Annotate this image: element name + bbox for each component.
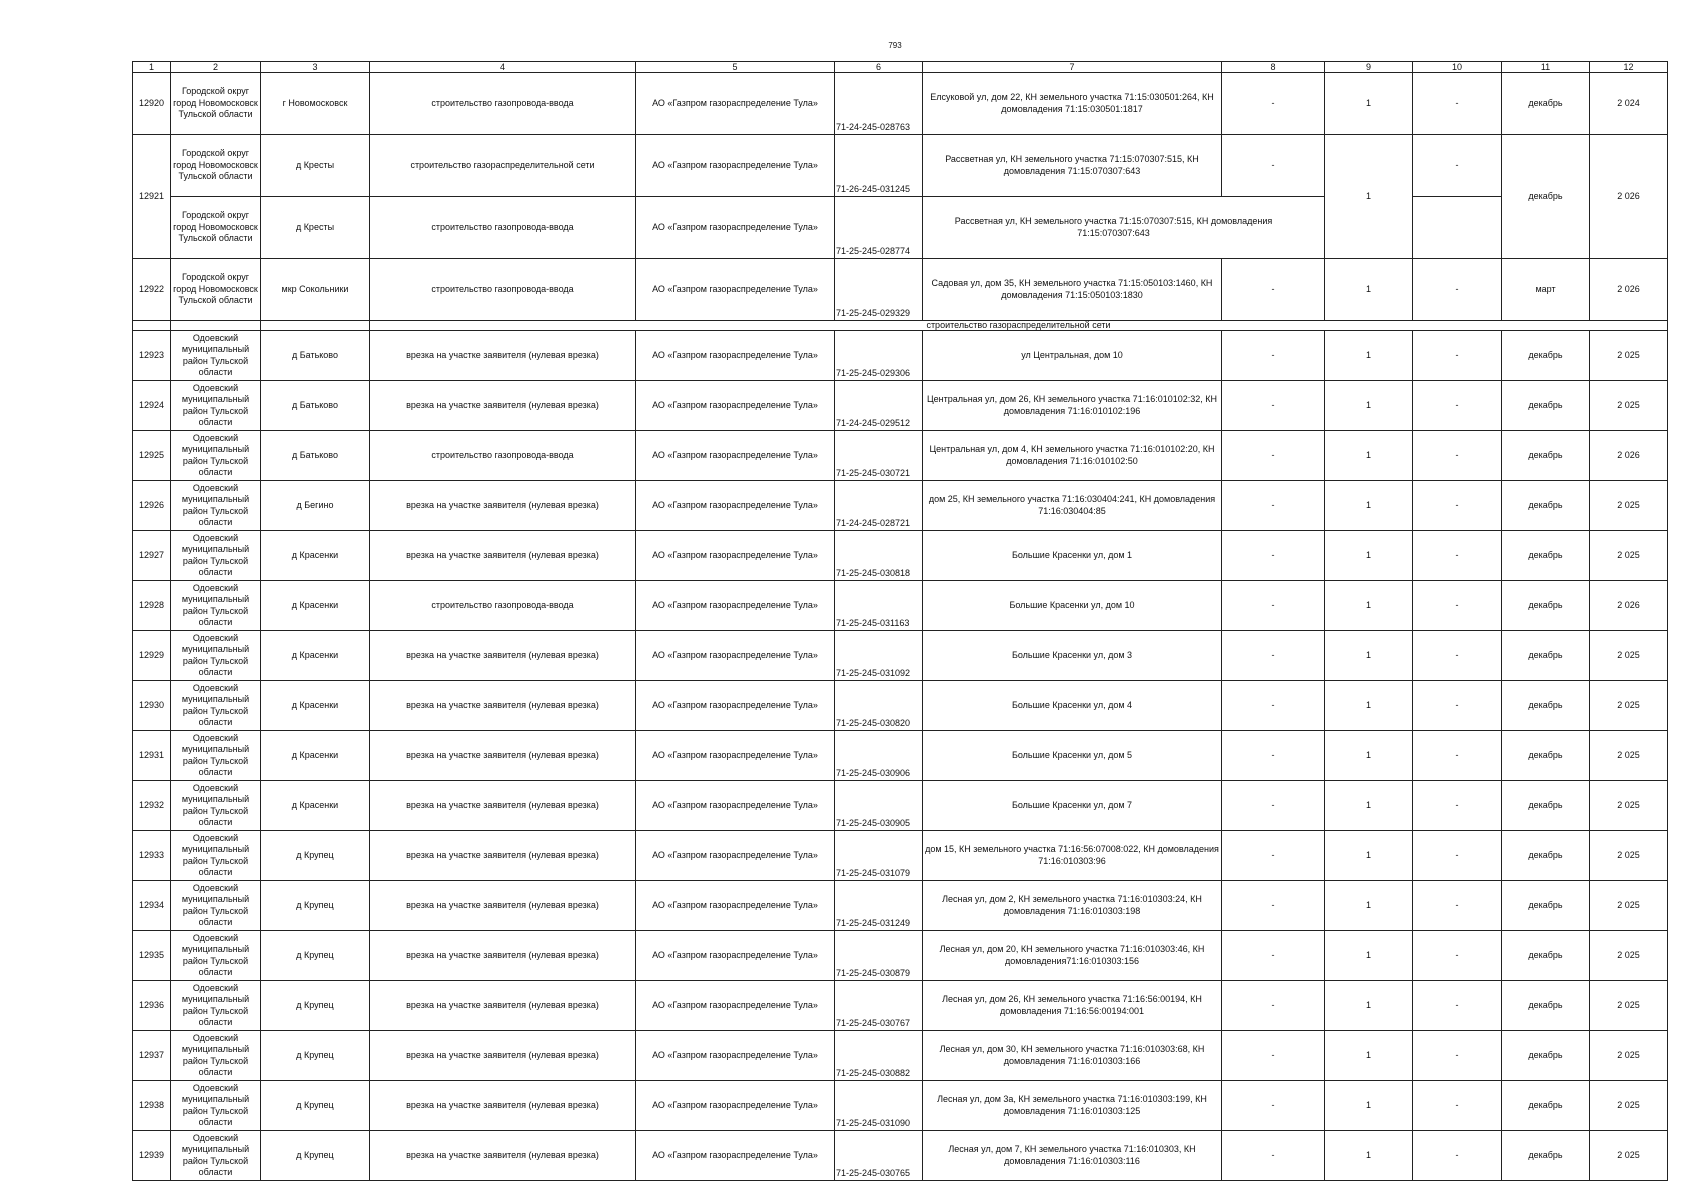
organization: АО «Газпром газораспределение Тула»	[636, 259, 835, 321]
address: Рассветная ул, КН земельного участка 71:15:070307:515, КН домовладения 71:15:070307:643	[923, 135, 1222, 197]
col-10	[1413, 197, 1502, 259]
work-type: строительство газопровода-ввода	[370, 197, 636, 259]
col-8: -	[1222, 431, 1325, 481]
col-8: -	[1222, 531, 1325, 581]
row-id: 12926	[133, 481, 171, 531]
col-10: -	[1413, 1131, 1502, 1181]
table-row	[133, 331, 1668, 381]
work-type: врезка на участке заявителя (нулевая врезка)	[370, 381, 636, 431]
col-10: -	[1413, 259, 1502, 321]
year: 2 025	[1590, 981, 1668, 1031]
col-9: 1	[1325, 1131, 1413, 1181]
work-type: строительство газопровода-ввода	[370, 259, 636, 321]
col-10: -	[1413, 381, 1502, 431]
municipality: Городской округ город Новомосковск Тульской области	[171, 197, 261, 259]
column-header: 3	[261, 62, 370, 73]
organization: АО «Газпром газораспределение Тула»	[636, 381, 835, 431]
settlement: д Крупец	[261, 1081, 370, 1131]
col-9: 1	[1325, 981, 1413, 1031]
work-type: врезка на участке заявителя (нулевая врезка)	[370, 1081, 636, 1131]
col-9: 1	[1325, 73, 1413, 135]
col-8: -	[1222, 1031, 1325, 1081]
year: 2 025	[1590, 1031, 1668, 1081]
organization: АО «Газпром газораспределение Тула»	[636, 135, 835, 197]
settlement: д Красенки	[261, 731, 370, 781]
address: Лесная ул, дом 3а, КН земельного участка 71:16:010303:199, КН домовладения 71:16:010303:125	[923, 1081, 1222, 1131]
settlement: д Батьково	[261, 431, 370, 481]
application-number: 71-25-245-030820	[835, 681, 923, 731]
column-header: 8	[1222, 62, 1325, 73]
year: 2 025	[1590, 381, 1668, 431]
col-10: -	[1413, 531, 1502, 581]
address: Лесная ул, дом 7, КН земельного участка 71:16:010303, КН домовладения 71:16:010303:116	[923, 1131, 1222, 1181]
month: декабрь	[1502, 331, 1590, 381]
municipality: Одоевский муниципальный район Тульской области	[171, 1081, 261, 1131]
address: ул Центральная, дом 10	[923, 331, 1222, 381]
application-number: 71-25-245-030818	[835, 531, 923, 581]
settlement: д Батьково	[261, 381, 370, 431]
col-9: 1	[1325, 781, 1413, 831]
column-header: 1	[133, 62, 171, 73]
col-8: -	[1222, 259, 1325, 321]
year: 2 026	[1590, 431, 1668, 481]
application-number: 71-25-245-030905	[835, 781, 923, 831]
row-id: 12937	[133, 1031, 171, 1081]
address: дом 15, КН земельного участка 71:16:56:07008:022, КН домовладения 71:16:010303:96	[923, 831, 1222, 881]
col-10: -	[1413, 831, 1502, 881]
page-number: 793	[888, 41, 902, 50]
col-8: -	[1222, 681, 1325, 731]
col-10: -	[1413, 581, 1502, 631]
col-10: -	[1413, 331, 1502, 381]
col-10: -	[1413, 73, 1502, 135]
col-10: -	[1413, 481, 1502, 531]
year: 2 025	[1590, 631, 1668, 681]
work-type: врезка на участке заявителя (нулевая врезка)	[370, 981, 636, 1031]
column-header: 6	[835, 62, 923, 73]
municipality: Одоевский муниципальный район Тульской области	[171, 581, 261, 631]
address: Большие Красенки ул, дом 5	[923, 731, 1222, 781]
municipality: Одоевский муниципальный район Тульской области	[171, 631, 261, 681]
organization: АО «Газпром газораспределение Тула»	[636, 881, 835, 931]
organization: АО «Газпром газораспределение Тула»	[636, 331, 835, 381]
municipality: Городской округ город Новомосковск Тульской области	[171, 73, 261, 135]
organization: АО «Газпром газораспределение Тула»	[636, 1081, 835, 1131]
organization: АО «Газпром газораспределение Тула»	[636, 197, 835, 259]
application-number: 71-24-245-028721	[835, 481, 923, 531]
col-10: -	[1413, 1081, 1502, 1131]
organization: АО «Газпром газораспределение Тула»	[636, 781, 835, 831]
organization: АО «Газпром газораспределение Тула»	[636, 631, 835, 681]
year: 2 025	[1590, 881, 1668, 931]
col-8: -	[1222, 831, 1325, 881]
application-number: 71-25-245-030721	[835, 431, 923, 481]
section-row	[133, 321, 1668, 331]
settlement: мкр Сокольники	[261, 259, 370, 321]
month: декабрь	[1502, 135, 1590, 259]
col-8: -	[1222, 481, 1325, 531]
municipality: Одоевский муниципальный район Тульской области	[171, 1131, 261, 1181]
col-8: -	[1222, 981, 1325, 1031]
application-number: 71-25-245-031092	[835, 631, 923, 681]
section-cell	[261, 321, 370, 331]
row-id: 12924	[133, 381, 171, 431]
table-row	[133, 135, 1668, 197]
table-row	[133, 831, 1668, 881]
month: декабрь	[1502, 1031, 1590, 1081]
column-header-row	[133, 62, 1668, 73]
col-10: -	[1413, 981, 1502, 1031]
table-row	[133, 531, 1668, 581]
month: декабрь	[1502, 681, 1590, 731]
year: 2 026	[1590, 135, 1668, 259]
municipality: Одоевский муниципальный район Тульской области	[171, 981, 261, 1031]
section-cell	[171, 321, 261, 331]
work-type: врезка на участке заявителя (нулевая врезка)	[370, 831, 636, 881]
section-cell	[133, 321, 171, 331]
col-8: -	[1222, 381, 1325, 431]
month: декабрь	[1502, 431, 1590, 481]
table-row	[133, 381, 1668, 431]
application-number: 71-25-245-029306	[835, 331, 923, 381]
work-type: врезка на участке заявителя (нулевая врезка)	[370, 881, 636, 931]
table-row	[133, 631, 1668, 681]
organization: АО «Газпром газораспределение Тула»	[636, 981, 835, 1031]
organization: АО «Газпром газораспределение Тула»	[636, 1131, 835, 1181]
year: 2 025	[1590, 1131, 1668, 1181]
column-header: 12	[1590, 62, 1668, 73]
row-id: 12920	[133, 73, 171, 135]
work-type: врезка на участке заявителя (нулевая врезка)	[370, 531, 636, 581]
settlement: д Батьково	[261, 331, 370, 381]
municipality: Одоевский муниципальный район Тульской области	[171, 331, 261, 381]
column-header: 11	[1502, 62, 1590, 73]
column-header: 2	[171, 62, 261, 73]
col-9: 1	[1325, 1081, 1413, 1131]
address: Центральная ул, дом 26, КН земельного участка 71:16:010102:32, КН домовладения 71:16:010102:196	[923, 381, 1222, 431]
municipality: Одоевский муниципальный район Тульской области	[171, 381, 261, 431]
row-id: 12935	[133, 931, 171, 981]
table-row	[133, 431, 1668, 481]
municipality: Городской округ город Новомосковск Тульской области	[171, 135, 261, 197]
col-8: -	[1222, 931, 1325, 981]
col-8: -	[1222, 881, 1325, 931]
year: 2 025	[1590, 831, 1668, 881]
row-id: 12922	[133, 259, 171, 321]
work-type: строительство газопровода-ввода	[370, 581, 636, 631]
table-row	[133, 197, 1668, 259]
row-id: 12929	[133, 631, 171, 681]
month: декабрь	[1502, 731, 1590, 781]
month: декабрь	[1502, 881, 1590, 931]
column-header: 10	[1413, 62, 1502, 73]
address: Большие Красенки ул, дом 3	[923, 631, 1222, 681]
municipality: Одоевский муниципальный район Тульской области	[171, 831, 261, 881]
table-row	[133, 781, 1668, 831]
work-type: врезка на участке заявителя (нулевая врезка)	[370, 631, 636, 681]
table-row	[133, 259, 1668, 321]
col-9: 1	[1325, 881, 1413, 931]
row-id: 12936	[133, 981, 171, 1031]
row-id: 12938	[133, 1081, 171, 1131]
organization: АО «Газпром газораспределение Тула»	[636, 681, 835, 731]
col-9: 1	[1325, 481, 1413, 531]
column-header: 5	[636, 62, 835, 73]
col-10: -	[1413, 681, 1502, 731]
address: Садовая ул, дом 35, КН земельного участка 71:15:050103:1460, КН домовладения 71:15:050103:1830	[923, 259, 1222, 321]
address: Большие Красенки ул, дом 1	[923, 531, 1222, 581]
work-type: врезка на участке заявителя (нулевая врезка)	[370, 481, 636, 531]
work-type: врезка на участке заявителя (нулевая врезка)	[370, 731, 636, 781]
col-9: 1	[1325, 681, 1413, 731]
row-id: 12931	[133, 731, 171, 781]
application-number: 71-25-245-028774	[835, 197, 923, 259]
table-row	[133, 681, 1668, 731]
row-id: 12932	[133, 781, 171, 831]
application-number: 71-24-245-029512	[835, 381, 923, 431]
month: декабрь	[1502, 381, 1590, 431]
col-10: -	[1413, 781, 1502, 831]
settlement: д Кресты	[261, 197, 370, 259]
month: декабрь	[1502, 831, 1590, 881]
table-row	[133, 731, 1668, 781]
application-number: 71-25-245-031079	[835, 831, 923, 881]
section-header: строительство газораспределительной сети	[370, 321, 1668, 331]
address: Лесная ул, дом 30, КН земельного участка 71:16:010303:68, КН домовладения 71:16:010303:166	[923, 1031, 1222, 1081]
col-8: -	[1222, 781, 1325, 831]
address: Центральная ул, дом 4, КН земельного участка 71:16:010102:20, КН домовладения 71:16:010102:50	[923, 431, 1222, 481]
settlement: д Крупец	[261, 931, 370, 981]
register-table	[132, 61, 1668, 1181]
month: декабрь	[1502, 781, 1590, 831]
work-type: строительство газопровода-ввода	[370, 73, 636, 135]
application-number: 71-25-245-031090	[835, 1081, 923, 1131]
year: 2 025	[1590, 1081, 1668, 1131]
month: декабрь	[1502, 73, 1590, 135]
settlement: д Крупец	[261, 981, 370, 1031]
col-9: 1	[1325, 431, 1413, 481]
municipality: Одоевский муниципальный район Тульской области	[171, 681, 261, 731]
settlement: д Кресты	[261, 135, 370, 197]
month: декабрь	[1502, 1131, 1590, 1181]
application-number: 71-24-245-028763	[835, 73, 923, 135]
row-id: 12923	[133, 331, 171, 381]
settlement: д Красенки	[261, 531, 370, 581]
month: декабрь	[1502, 581, 1590, 631]
year: 2 025	[1590, 531, 1668, 581]
application-number: 71-25-245-031249	[835, 881, 923, 931]
table-row	[133, 981, 1668, 1031]
col-9: 1	[1325, 931, 1413, 981]
organization: АО «Газпром газораспределение Тула»	[636, 1031, 835, 1081]
address: Большие Красенки ул, дом 10	[923, 581, 1222, 631]
settlement: д Бегино	[261, 481, 370, 531]
col-8: -	[1222, 731, 1325, 781]
col-10: -	[1413, 631, 1502, 681]
work-type: врезка на участке заявителя (нулевая врезка)	[370, 681, 636, 731]
col-9: 1	[1325, 631, 1413, 681]
col-8: -	[1222, 73, 1325, 135]
organization: АО «Газпром газораспределение Тула»	[636, 531, 835, 581]
settlement: д Красенки	[261, 681, 370, 731]
organization: АО «Газпром газораспределение Тула»	[636, 931, 835, 981]
col-10: -	[1413, 931, 1502, 981]
year: 2 025	[1590, 731, 1668, 781]
year: 2 026	[1590, 259, 1668, 321]
row-id: 12933	[133, 831, 171, 881]
col-9: 1	[1325, 731, 1413, 781]
settlement: д Красенки	[261, 631, 370, 681]
col-9: 1	[1325, 331, 1413, 381]
col-10: -	[1413, 731, 1502, 781]
table-row	[133, 881, 1668, 931]
address: Лесная ул, дом 20, КН земельного участка 71:16:010303:46, КН домовладения71:16:010303:156	[923, 931, 1222, 981]
municipality: Городской округ город Новомосковск Тульской области	[171, 259, 261, 321]
year: 2 025	[1590, 931, 1668, 981]
year: 2 025	[1590, 481, 1668, 531]
settlement: д Красенки	[261, 781, 370, 831]
col-9: 1	[1325, 381, 1413, 431]
settlement: д Крупец	[261, 881, 370, 931]
month: декабрь	[1502, 481, 1590, 531]
table-row	[133, 931, 1668, 981]
municipality: Одоевский муниципальный район Тульской области	[171, 931, 261, 981]
organization: АО «Газпром газораспределение Тула»	[636, 731, 835, 781]
row-id: 12928	[133, 581, 171, 631]
application-number: 71-25-245-031163	[835, 581, 923, 631]
col-9: 1	[1325, 531, 1413, 581]
application-number: 71-25-245-030906	[835, 731, 923, 781]
col-9: 1	[1325, 831, 1413, 881]
row-id: 12934	[133, 881, 171, 931]
col-8: -	[1222, 1081, 1325, 1131]
col-9: 1	[1325, 259, 1413, 321]
work-type: врезка на участке заявителя (нулевая врезка)	[370, 781, 636, 831]
col-8: -	[1222, 135, 1325, 197]
address: Лесная ул, дом 26, КН земельного участка 71:16:56:00194, КН домовладения 71:16:56:00194:001	[923, 981, 1222, 1031]
municipality: Одоевский муниципальный район Тульской области	[171, 531, 261, 581]
col-10: -	[1413, 135, 1502, 197]
municipality: Одоевский муниципальный район Тульской области	[171, 731, 261, 781]
col-8: -	[1222, 581, 1325, 631]
municipality: Одоевский муниципальный район Тульской области	[171, 481, 261, 531]
organization: АО «Газпром газораспределение Тула»	[636, 581, 835, 631]
table-row	[133, 581, 1668, 631]
year: 2 024	[1590, 73, 1668, 135]
column-header: 9	[1325, 62, 1413, 73]
table-row	[133, 1031, 1668, 1081]
application-number: 71-25-245-030767	[835, 981, 923, 1031]
work-type: строительство газораспределительной сети	[370, 135, 636, 197]
application-number: 71-25-245-030765	[835, 1131, 923, 1181]
month: декабрь	[1502, 981, 1590, 1031]
address: Рассветная ул, КН земельного участка 71:15:070307:515, КН домовладения 71:15:070307:643	[923, 197, 1325, 259]
month: декабрь	[1502, 631, 1590, 681]
row-id: 12939	[133, 1131, 171, 1181]
col-10: -	[1413, 431, 1502, 481]
address: Большие Красенки ул, дом 4	[923, 681, 1222, 731]
row-id: 12925	[133, 431, 171, 481]
municipality: Одоевский муниципальный район Тульской области	[171, 881, 261, 931]
month: март	[1502, 259, 1590, 321]
year: 2 025	[1590, 781, 1668, 831]
row-id: 12930	[133, 681, 171, 731]
organization: АО «Газпром газораспределение Тула»	[636, 431, 835, 481]
organization: АО «Газпром газораспределение Тула»	[636, 481, 835, 531]
application-number: 71-25-245-030879	[835, 931, 923, 981]
column-header: 7	[923, 62, 1222, 73]
work-type: врезка на участке заявителя (нулевая врезка)	[370, 331, 636, 381]
work-type: строительство газопровода-ввода	[370, 431, 636, 481]
month: декабрь	[1502, 931, 1590, 981]
row-id: 12927	[133, 531, 171, 581]
application-number: 71-26-245-031245	[835, 135, 923, 197]
address: дом 25, КН земельного участка 71:16:030404:241, КН домовладения 71:16:030404:85	[923, 481, 1222, 531]
address: Лесная ул, дом 2, КН земельного участка 71:16:010303:24, КН домовладения 71:16:010303:198	[923, 881, 1222, 931]
year: 2 026	[1590, 581, 1668, 631]
municipality: Одоевский муниципальный район Тульской области	[171, 1031, 261, 1081]
organization: АО «Газпром газораспределение Тула»	[636, 73, 835, 135]
settlement: г Новомосковск	[261, 73, 370, 135]
municipality: Одоевский муниципальный район Тульской области	[171, 781, 261, 831]
organization: АО «Газпром газораспределение Тула»	[636, 831, 835, 881]
month: декабрь	[1502, 1081, 1590, 1131]
table-row	[133, 1081, 1668, 1131]
application-number: 71-25-245-030882	[835, 1031, 923, 1081]
col-8: -	[1222, 1131, 1325, 1181]
table-row	[133, 1131, 1668, 1181]
settlement: д Крупец	[261, 831, 370, 881]
year: 2 025	[1590, 681, 1668, 731]
col-10: -	[1413, 881, 1502, 931]
col-9: 1	[1325, 135, 1413, 259]
month: декабрь	[1502, 531, 1590, 581]
col-8: -	[1222, 631, 1325, 681]
table-row	[133, 73, 1668, 135]
work-type: врезка на участке заявителя (нулевая врезка)	[370, 931, 636, 981]
settlement: д Крупец	[261, 1031, 370, 1081]
col-8: -	[1222, 331, 1325, 381]
application-number: 71-25-245-029329	[835, 259, 923, 321]
work-type: врезка на участке заявителя (нулевая врезка)	[370, 1131, 636, 1181]
table-row	[133, 481, 1668, 531]
settlement: д Красенки	[261, 581, 370, 631]
column-header: 4	[370, 62, 636, 73]
col-9: 1	[1325, 1031, 1413, 1081]
work-type: врезка на участке заявителя (нулевая врезка)	[370, 1031, 636, 1081]
municipality: Одоевский муниципальный район Тульской области	[171, 431, 261, 481]
col-9: 1	[1325, 581, 1413, 631]
col-10: -	[1413, 1031, 1502, 1081]
address: Большие Красенки ул, дом 7	[923, 781, 1222, 831]
settlement: д Крупец	[261, 1131, 370, 1181]
row-id: 12921	[133, 135, 171, 259]
address: Елсуковой ул, дом 22, КН земельного участка 71:15:030501:264, КН домовладения 71:15:030501:1817	[923, 73, 1222, 135]
year: 2 025	[1590, 331, 1668, 381]
